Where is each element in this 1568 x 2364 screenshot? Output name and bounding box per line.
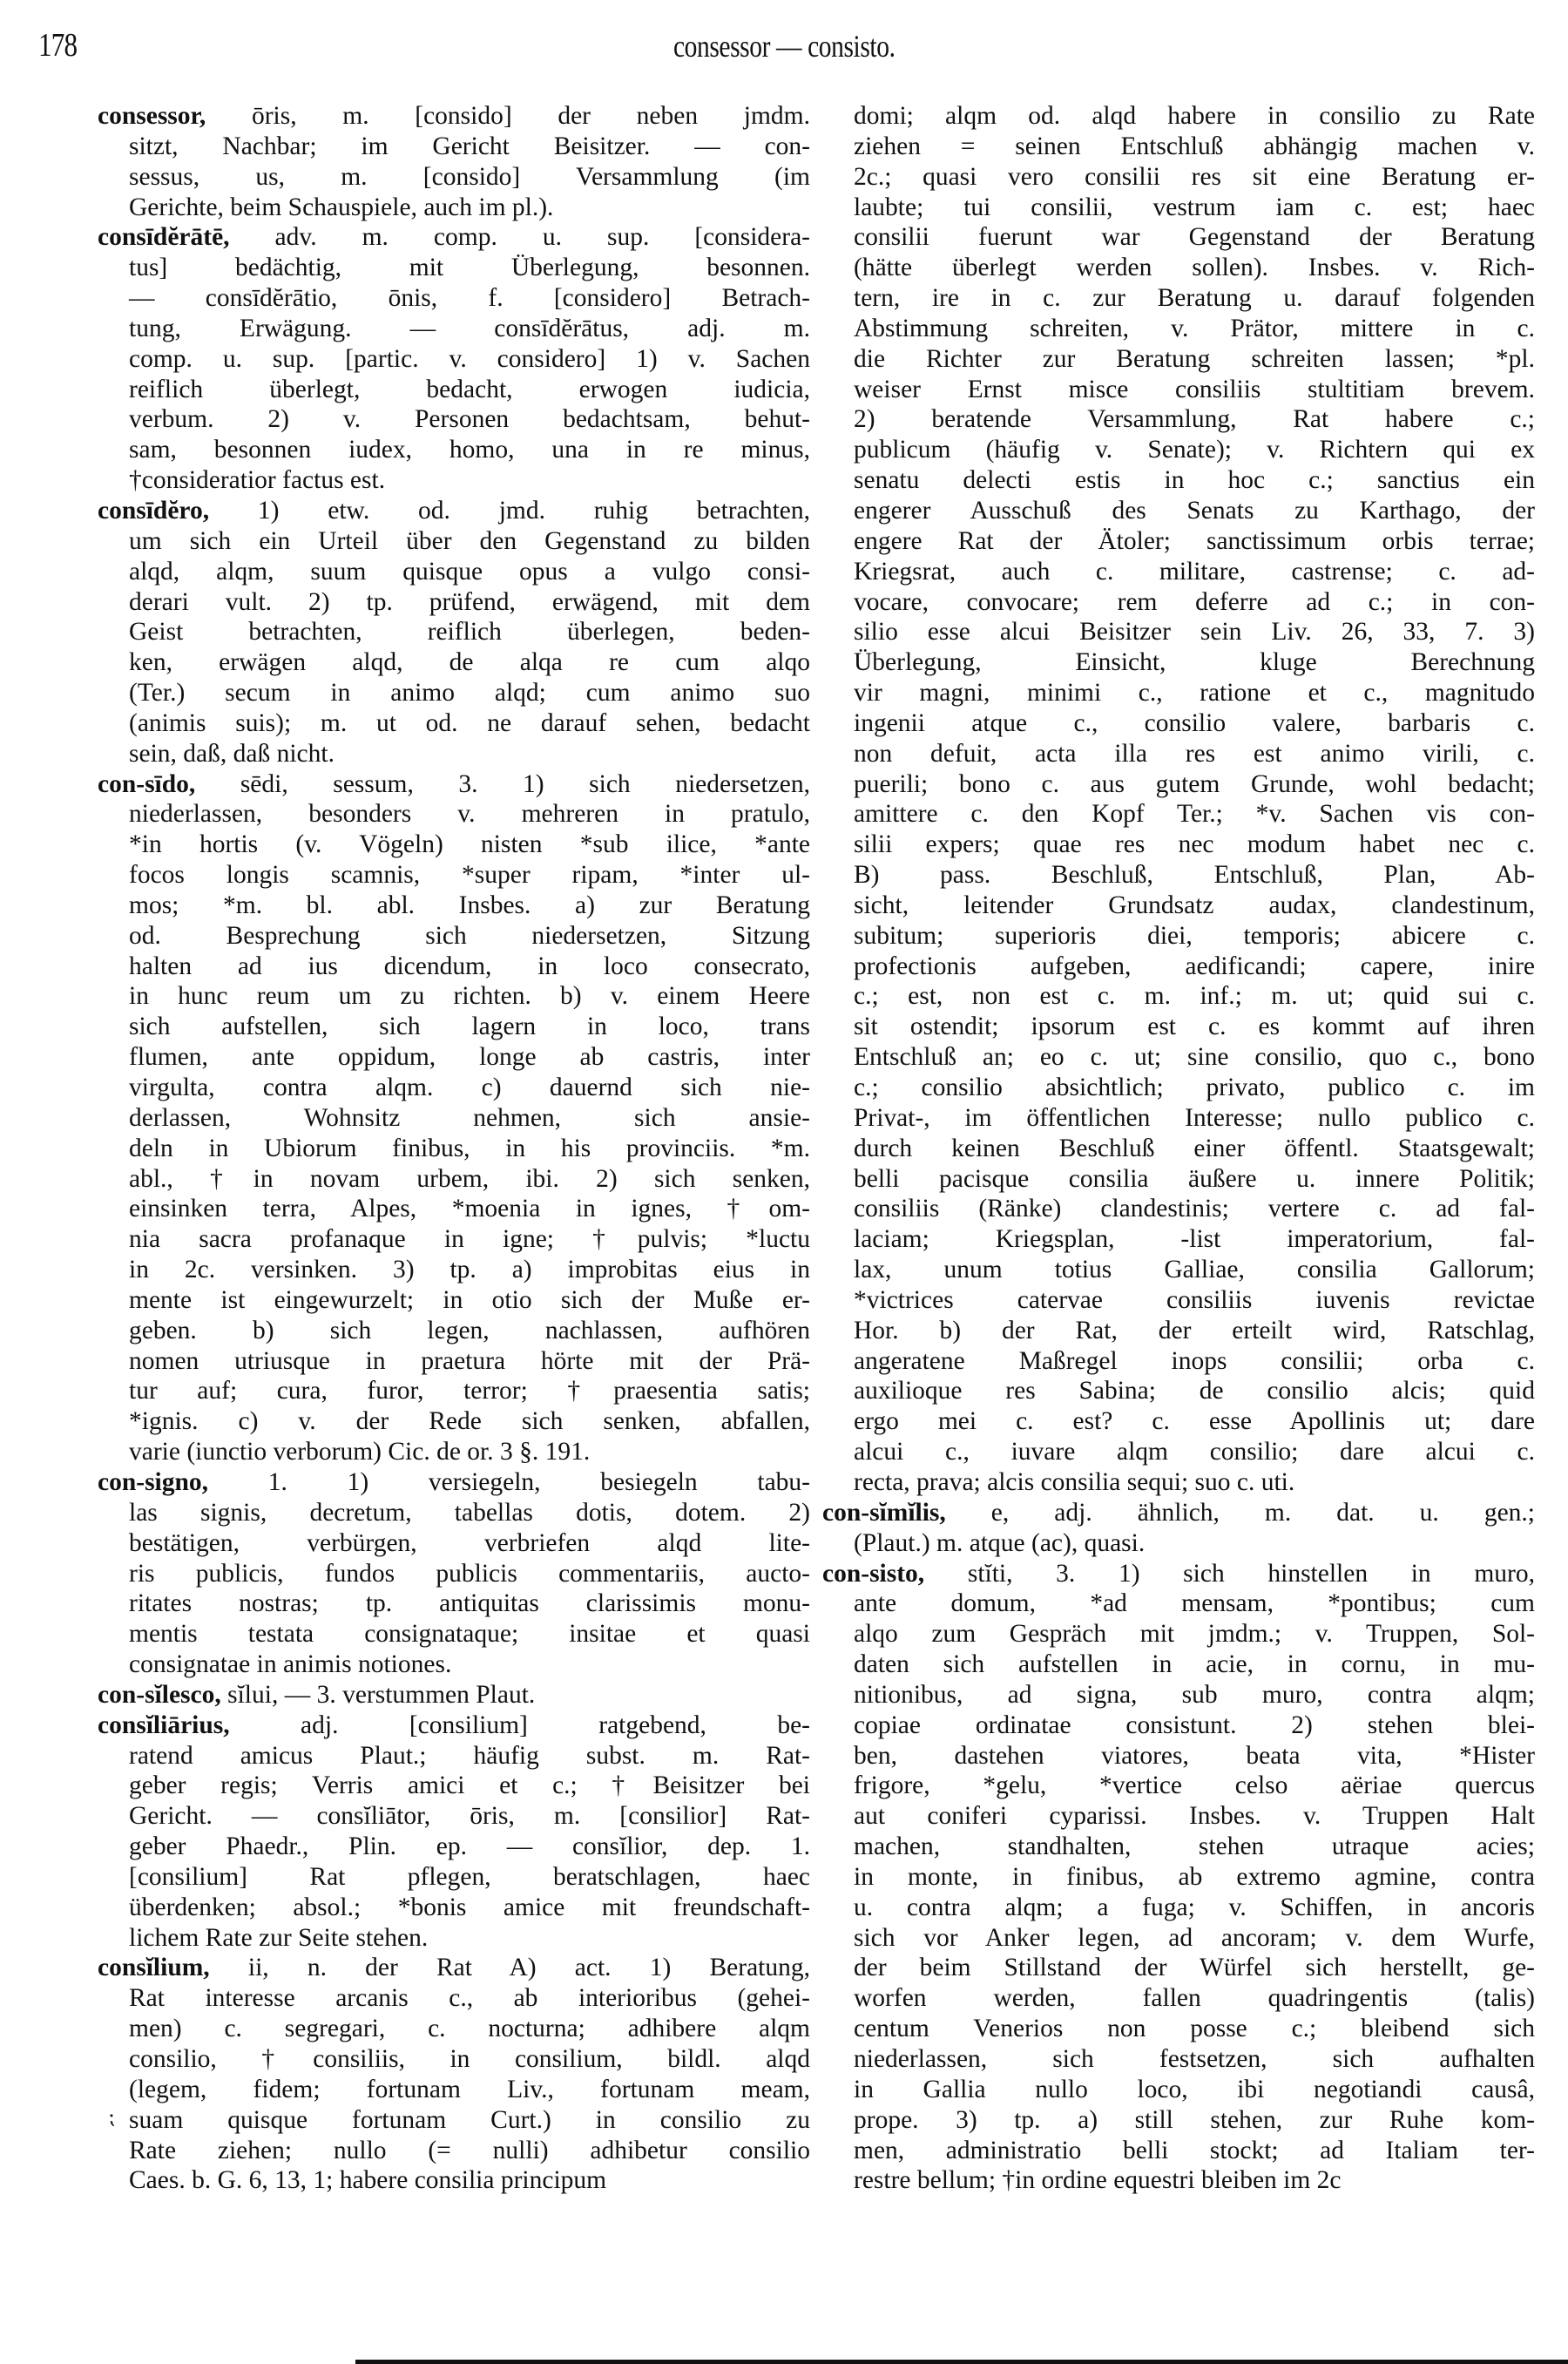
entry-text-line <box>113 1893 810 1923</box>
entry-text-line <box>838 2044 1535 2075</box>
entry-text-line <box>838 162 1535 193</box>
entry-text: consilii fuerunt war Gegenstand der Beratung <box>854 223 1535 252</box>
headword: con-sīdo, <box>98 769 196 798</box>
right-column <box>822 101 1535 2196</box>
entry-text: Rat interesse arcanis c., ab interioribus (gehei- <box>129 1984 810 2013</box>
headword: con-signo, <box>98 1467 209 1496</box>
entry-text: nia sacra profanaque in igne; †pulvis; *luctu <box>129 1225 810 1254</box>
entry-text: nitionibus, ad signa, sub muro, contra alqm; <box>854 1680 1535 1709</box>
entry-headword-line <box>98 1710 810 1741</box>
entry-text-line <box>113 1012 810 1042</box>
entry-text: ii, n. der Rat A) act. 1) Beratung, <box>209 1954 810 1982</box>
entry-text: ergo mei c. est? c. esse Apollinis ut; dare <box>854 1407 1535 1436</box>
entry-text: domi; alqm od. alqd habere in consilio zu Rate <box>854 102 1535 130</box>
entry-text: auxilioque res Sabina; de consilio alcis; quid <box>854 1377 1535 1406</box>
entry-text-line <box>838 496 1535 526</box>
entry-text-line <box>113 1346 810 1377</box>
entry-text-line <box>838 1316 1535 1346</box>
entry-text-line <box>838 1406 1535 1437</box>
entry-text: derlassen, Wohnsitz nehmen, sich ansie- <box>129 1103 810 1132</box>
entry-text-line <box>838 526 1535 557</box>
entry-text: laubte; tui consilii, vestrum iam c. est; haec <box>854 193 1535 221</box>
entry-text: consignatae in animis notiones. <box>129 1650 452 1679</box>
entry-text: in hunc reum um zu richten. b) v. einem Heere <box>129 982 810 1011</box>
entry-headword-line <box>98 769 810 800</box>
entry-text: der beim Stillstand der Würfel sich herstellt, ge- <box>854 1954 1535 1982</box>
entry-text-line <box>113 647 810 678</box>
entry-text: consilio, †consiliis, in consilium, bildl. alqd <box>129 2045 810 2073</box>
entry-text-line <box>838 222 1535 253</box>
entry-text: durch keinen Beschluß einer öffentl. Staatsgewalt; <box>854 1134 1535 1162</box>
entry-text: ben, dastehen viatores, beata vita, *Hister <box>854 1741 1535 1770</box>
entry-text: e, adj. ähnlich, m. dat. u. gen.; <box>945 1498 1535 1527</box>
entry-text: subitum; superioris diei, temporis; abicere c. <box>854 921 1535 950</box>
entry-text: belli pacisque consilia äußere u. innere Politik; <box>854 1164 1535 1193</box>
running-head <box>0 28 1568 64</box>
headword: con-sĭlesco, <box>98 1680 221 1709</box>
entry-text: angeratene Maßregel inops consilii; orba c. <box>854 1346 1535 1375</box>
entry-text-line <box>838 1134 1535 1164</box>
entry-text-line <box>113 314 810 344</box>
entry-text: Geist betrachten, reiflich überlegen, beden- <box>129 618 810 647</box>
entry-text: publicum (häufig v. Senate); v. Richtern qui ex <box>854 436 1535 464</box>
entry-text-line <box>838 1983 1535 2014</box>
entry-text: c.; consilio absichtlich; privato, publico c. im <box>854 1074 1535 1101</box>
entry-text: Hor. b) der Rat, der erteilt wird, Ratschlag, <box>854 1316 1535 1345</box>
entry-text: focos longis scamnis, *super ripam, *inter ul- <box>129 861 810 890</box>
entry-text: alqo zum Gespräch mit jmdm.; v. Truppen, Sol- <box>854 1620 1535 1649</box>
entry-text: adj. [consilium] ratgebend, be- <box>229 1710 810 1739</box>
entry-text: 2c.; quasi vero consilii res sit eine Beratung er- <box>854 162 1535 191</box>
entry-text: Privat-, im öffentlichen Interesse; nullo publico c. <box>854 1103 1535 1132</box>
entry-text: ritates nostras; tp. antiquitas clarissimis monu- <box>129 1589 810 1618</box>
entry-text-line <box>113 193 810 223</box>
entry-text-line <box>113 2014 810 2044</box>
entry-text-line <box>113 952 810 982</box>
entry-text-line <box>838 1953 1535 1983</box>
entry-text: reiflich überlegt, bedacht, erwogen iudicia, <box>129 375 810 403</box>
entry-text: nomen utriusque in praetura hörte mit der Prä- <box>129 1346 810 1375</box>
entry-text-line <box>113 375 810 405</box>
entry-text-line <box>838 830 1535 860</box>
entry-text: *victrices catervae consiliis iuvenis revictae <box>854 1285 1535 1314</box>
entry-text: Kriegsrat, auch c. militare, castrense; c. ad- <box>854 557 1535 586</box>
entry-text: Überlegung, Einsicht, kluge Berechnung <box>854 648 1535 677</box>
headword: con-sĭmĭlis, <box>822 1498 946 1527</box>
entry-text-line <box>838 617 1535 647</box>
entry-text-line <box>113 1073 810 1103</box>
entry-text-line <box>838 1255 1535 1285</box>
entry-text: 2) beratende Versammlung, Rat habere c.; <box>854 405 1535 434</box>
entry-text: derari vult. 2) tp. prüfend, erwägend, mit dem <box>129 587 810 616</box>
entry-text-line <box>838 587 1535 618</box>
entry-text-line <box>113 678 810 708</box>
entry-text-line <box>113 1406 810 1437</box>
entry-text-line <box>838 557 1535 587</box>
entry-text-line <box>113 1316 810 1346</box>
footer-rule <box>355 2360 1568 2364</box>
entry-text-line <box>113 860 810 891</box>
entry-text: 1. 1) versiegeln, besiegeln tabu- <box>208 1467 810 1496</box>
entry-text: lax, unum totius Galliae, consilia Gallorum; <box>854 1256 1535 1284</box>
running-head-text: consessor — consisto. <box>672 29 896 64</box>
entry-headword-line <box>98 1953 810 1983</box>
entry-text-line <box>838 1346 1535 1377</box>
entry-text: suam quisque fortunam Curt.) in consilio zu <box>129 2105 810 2134</box>
entry-text-line <box>113 1376 810 1406</box>
entry-text: sich vor Anker legen, ad ancoram; v. dem Wurfe, <box>854 1923 1535 1952</box>
entry-text: B) pass. Beschluß, Entschluß, Plan, Ab- <box>854 861 1535 890</box>
entry-text-line <box>113 1134 810 1164</box>
entry-text: Caes. b. G. 6, 13, 1; habere consilia principum <box>129 2166 607 2195</box>
entry-text: überdenken; absol.; *bonis amice mit freundschaft- <box>129 1893 810 1921</box>
headword: consessor, <box>98 102 206 130</box>
entry-text-line <box>838 344 1535 375</box>
entry-text: amittere c. den Kopf Ter.; *v. Sachen vis con- <box>854 800 1535 829</box>
entry-text-line <box>838 860 1535 891</box>
entry-text-line <box>113 253 810 283</box>
entry-text-line <box>838 1771 1535 1801</box>
entry-text: copiae ordinatae consistunt. 2) stehen blei- <box>854 1710 1535 1739</box>
margin-mark: ⁏ <box>108 2106 116 2129</box>
entry-text-line <box>838 708 1535 739</box>
headword: consīdĕro, <box>98 496 210 525</box>
page-header <box>0 26 1568 70</box>
entry-text: vir magni, minimi c., ratione et c., magnitudo <box>854 679 1535 708</box>
entry-text: ingenii atque c., consilio valere, barbaris c. <box>854 708 1535 737</box>
entry-text-line <box>113 435 810 465</box>
entry-headword-line <box>98 222 810 253</box>
entry-text-line <box>113 1559 810 1589</box>
entry-text-line <box>838 1649 1535 1680</box>
entry-text: Rate ziehen; nullo (= nulli) adhibetur consilio <box>129 2136 810 2164</box>
entry-text-line <box>113 1832 810 1862</box>
entry-text: tus] bedächtig, mit Überlegung, besonnen. <box>129 254 810 282</box>
entry-text-line <box>113 2165 810 2196</box>
left-column <box>98 101 810 2196</box>
entry-text: vocare, convocare; rem deferre ad c.; in con- <box>854 587 1535 616</box>
entry-text-line <box>113 557 810 587</box>
entry-text: niederlassen, sich festsetzen, sich aufhalten <box>854 2045 1535 2073</box>
headword: con-sisto, <box>822 1559 925 1588</box>
headword: consĭliārius, <box>98 1710 230 1739</box>
entry-text: engerer Ausschuß des Senats zu Karthago, der <box>854 496 1535 525</box>
entry-text: virgulta, contra alqm. c) dauernd sich nie- <box>129 1074 810 1101</box>
entry-text: silio esse alcui Beisitzer sein Liv. 26, 33, 7. 3) <box>854 618 1535 647</box>
entry-text: Abstimmung schreiten, v. Prätor, mittere in c. <box>854 314 1535 342</box>
entry-text-line <box>113 1103 810 1134</box>
entry-text-line <box>113 981 810 1012</box>
entry-text-line <box>838 739 1535 769</box>
entry-text-line <box>113 1588 810 1619</box>
entry-text: profectionis aufgeben, aedificandi; capere, inire <box>854 952 1535 980</box>
entry-text: sich aufstellen, sich lagern in loco, trans <box>129 1013 810 1041</box>
entry-text: ziehen = seinen Entschluß abhängig machen v. <box>854 132 1535 160</box>
entry-text-line <box>113 1649 810 1680</box>
entry-text: worfen werden, fallen quadringentis (talis) <box>854 1984 1535 2013</box>
entry-text-line <box>113 1194 810 1224</box>
entry-text: puerili; bono c. aus gutem Grunde, wohl bedacht; <box>854 769 1535 798</box>
entry-text-line <box>113 1983 810 2014</box>
entry-text-line <box>838 1893 1535 1923</box>
entry-text-line <box>113 708 810 739</box>
entry-text-line <box>838 193 1535 223</box>
page-number: 178 <box>38 27 78 64</box>
entry-text-line <box>838 678 1535 708</box>
entry-text-line <box>113 1771 810 1801</box>
entry-text-line <box>838 1224 1535 1255</box>
entry-text: [consilium] Rat pflegen, beratschlagen, haec <box>129 1862 810 1891</box>
entry-text-line <box>838 132 1535 162</box>
entry-text-line <box>838 404 1535 435</box>
entry-text: u. contra alqm; a fuga; v. Schiffen, in ancoris <box>854 1893 1535 1921</box>
entry-text-line <box>838 799 1535 830</box>
entry-text: stĭti, 3. 1) sich hinstellen in muro, <box>924 1559 1535 1588</box>
entry-text-line <box>113 1437 810 1467</box>
entry-text-line <box>113 1164 810 1195</box>
entry-text: 1) etw. od. jmd. ruhig betrachten, <box>209 496 810 525</box>
entry-text-line <box>838 1437 1535 1467</box>
entry-text-line <box>838 1042 1535 1073</box>
entry-text: recta, prava; alcis consilia sequi; suo c. uti. <box>854 1467 1295 1496</box>
entry-text: deln in Ubiorum finibus, in his provinciis. *m. <box>129 1134 810 1162</box>
entry-text: sēdi, sessum, 3. 1) sich niedersetzen, <box>195 769 810 798</box>
entry-text-line <box>113 739 810 769</box>
entry-text-line <box>838 1103 1535 1134</box>
entry-text-line <box>838 1073 1535 1103</box>
entry-text: adv. m. comp. u. sup. [considera- <box>229 223 810 252</box>
entry-text-line <box>838 2014 1535 2044</box>
entry-text-line <box>113 1528 810 1559</box>
entry-text: engere Rat der Ätoler; sanctissimum orbis terrae; <box>854 526 1535 555</box>
entry-text: tern, ire in c. zur Beratung u. darauf folgenden <box>854 284 1535 313</box>
entry-text: c.; est, non est c. m. inf.; m. ut; quid sui c. <box>854 982 1535 1011</box>
entry-text: ris publicis, fundos publicis commentariis, aucto- <box>129 1559 810 1588</box>
entry-text-line <box>838 952 1535 982</box>
entry-text-line <box>838 283 1535 314</box>
entry-text: las signis, decretum, tabellas dotis, dotem. 2) <box>129 1498 810 1527</box>
entry-text: die Richter zur Beratung schreiten lassen; *pl. <box>854 344 1535 373</box>
entry-text-line <box>838 1467 1535 1498</box>
entry-text-line <box>838 1285 1535 1316</box>
entry-text-line <box>838 1923 1535 1954</box>
entry-text: verbum. 2) v. Personen bedachtsam, behut- <box>129 405 810 434</box>
entry-text: halten ad ius dicendum, in loco consecrato, <box>129 952 810 980</box>
entry-text: non defuit, acta illa res est animo virili, c. <box>854 739 1535 768</box>
entry-text-line <box>113 2044 810 2075</box>
entry-text-line <box>838 1710 1535 1741</box>
entry-headword-line <box>98 101 810 132</box>
entry-text: centum Venerios non posse c.; bleibend sich <box>854 2015 1535 2043</box>
entry-text: aut coniferi cyparissi. Insbes. v. Truppen Halt <box>854 1802 1535 1831</box>
entry-text-line <box>838 1194 1535 1224</box>
entry-text-line <box>838 1619 1535 1649</box>
entry-text-line <box>113 891 810 921</box>
entry-text-line <box>113 1224 810 1255</box>
entry-text: flumen, ante oppidum, longe ab castris, inter <box>129 1043 810 1072</box>
entry-text: men, administratio belli stockt; ad Italiam ter- <box>854 2136 1535 2164</box>
entry-text-line <box>113 587 810 618</box>
entry-text-line <box>838 435 1535 465</box>
entry-text: abl., †in novam urbem, ibi. 2) sich senken, <box>129 1164 810 1193</box>
entry-text-line <box>113 1862 810 1893</box>
entry-text-line <box>838 253 1535 283</box>
entry-text: consiliis (Ränke) clandestinis; vertere c. ad fal- <box>854 1195 1535 1223</box>
entry-text: ratend amicus Plaut.; häufig subst. m. Rat- <box>129 1741 810 1770</box>
entry-text-line <box>113 132 810 162</box>
entry-text-line <box>113 465 810 496</box>
entry-text: weiser Ernst misce consiliis stultitiam brevem. <box>854 375 1535 403</box>
entry-text-line <box>838 2105 1535 2136</box>
entry-text-line <box>838 314 1535 344</box>
entry-text: *ignis. c) v. der Rede sich senken, abfallen, <box>129 1407 810 1436</box>
entry-text-line <box>113 283 810 314</box>
entry-text: niederlassen, besonders v. mehreren in pratulo, <box>129 800 810 829</box>
entry-text: sein, daß, daß nicht. <box>129 739 335 768</box>
entry-text-line <box>838 1832 1535 1862</box>
entry-text-line <box>113 2075 810 2105</box>
entry-text-line <box>838 1680 1535 1710</box>
entry-text: restre bellum; †in ordine equestri bleiben im 2c <box>854 2166 1342 2195</box>
entry-text-line <box>113 162 810 193</box>
entry-text-line <box>838 2075 1535 2105</box>
entry-text: geber Phaedr., Plin. ep. — consĭlior, dep. 1. <box>129 1832 810 1861</box>
entry-text: bestätigen, verbürgen, verbriefen alqd lite- <box>129 1528 810 1557</box>
entry-text: sessus, us, m. [consido] Versammlung (im <box>129 162 810 191</box>
entry-text-line <box>838 465 1535 496</box>
entry-text: od. Besprechung sich niedersetzen, Sitzung <box>129 921 810 950</box>
entry-text: alqd, alqm, suum quisque opus a vulgo consi- <box>129 557 810 586</box>
entry-text: geben. b) sich legen, nachlassen, aufhören <box>129 1316 810 1345</box>
entry-text: (Ter.) secum in animo alqd; cum animo suo <box>129 679 810 708</box>
entry-text-line <box>113 1498 810 1528</box>
headword: consĭlium, <box>98 1954 210 1982</box>
entry-text-line <box>113 344 810 375</box>
entry-text: ken, erwägen alqd, de alqa re cum alqo <box>129 648 810 677</box>
entry-text-line <box>113 526 810 557</box>
entry-text: *in hortis (v. Vögeln) nisten *sub ilice, *ante <box>129 830 810 859</box>
entry-text-line <box>838 1012 1535 1042</box>
entry-text-line <box>838 769 1535 800</box>
entry-text: sĭlui, — 3. verstummen Plaut. <box>220 1680 536 1709</box>
entry-text-line <box>838 981 1535 1012</box>
entry-headword-line <box>98 1680 810 1710</box>
entry-text: sit ostendit; ipsorum est c. es kommt auf ihren <box>854 1013 1535 1041</box>
entry-text: (legem, fidem; fortunam Liv., fortunam meam, <box>129 2075 810 2103</box>
entry-text-line <box>113 799 810 830</box>
entry-text-line <box>113 617 810 647</box>
entry-text: tung, Erwägung. — consīdĕrātus, adj. m. <box>129 314 810 342</box>
entry-text-line <box>113 1619 810 1649</box>
entry-text-line <box>113 2136 810 2166</box>
entry-text-line <box>113 1923 810 1954</box>
entry-text: mos; *m. bl. abl. Insbes. a) zur Beratung <box>129 891 810 919</box>
entry-text-line <box>838 921 1535 952</box>
entry-text: comp. u. sup. [partic. v. considero] 1) v. Sachen <box>129 344 810 373</box>
entry-text-line <box>838 101 1535 132</box>
entry-text-line <box>838 1862 1535 1893</box>
entry-text: in monte, in finibus, ab extremo agmine, contra <box>854 1862 1535 1891</box>
entry-text: geber regis; Verris amici et c.; †Beisitzer bei <box>129 1771 810 1800</box>
entry-headword-line <box>822 1498 1535 1528</box>
entry-headword-line <box>98 1467 810 1498</box>
entry-text: machen, standhalten, stehen utraque acies; <box>854 1832 1535 1861</box>
entry-text: in 2c. versinken. 3) tp. a) improbitas eius in <box>129 1256 810 1284</box>
entry-text: ante domum, *ad mensam, *pontibus; cum <box>854 1589 1535 1618</box>
entry-text: laciam; Kriegsplan, -list imperatorium, fal- <box>854 1225 1535 1254</box>
entry-text: prope. 3) tp. a) still stehen, zur Ruhe kom- <box>854 2105 1535 2134</box>
entry-text-line <box>838 1376 1535 1406</box>
entry-text: frigore, *gelu, *vertice celso aëriae quercus <box>854 1771 1535 1800</box>
entry-text-line <box>113 1042 810 1073</box>
entry-text-line <box>113 1801 810 1832</box>
entry-text: daten sich aufstellen in acie, in cornu, in mu- <box>854 1650 1535 1679</box>
entry-text-line <box>113 404 810 435</box>
entry-text: varie (iunctio verborum) Cic. de or. 3 §. 191. <box>129 1438 591 1466</box>
entry-headword-line <box>98 496 810 526</box>
entry-text: mente ist eingewurzelt; in otio sich der Muße er- <box>129 1285 810 1314</box>
entry-text: silii expers; quae res nec modum habet nec c. <box>854 830 1535 859</box>
entry-text: sam, besonnen iudex, homo, una in re minus, <box>129 436 810 464</box>
entry-text: sitzt, Nachbar; im Gericht Beisitzer. — con- <box>129 132 810 160</box>
entry-text: (hätte überlegt werden sollen). Insbes. v. Rich- <box>854 254 1535 282</box>
entry-text: (animis suis); m. ut od. ne darauf sehen, bedacht <box>129 708 810 737</box>
entry-text: Entschluß an; eo c. ut; sine consilio, quo c., bono <box>854 1043 1535 1072</box>
entry-text: tur auf; cura, furor, terror; †praesentia satis; <box>129 1377 810 1406</box>
entry-text-line <box>838 375 1535 405</box>
entry-text: — consīdĕrātio, ōnis, f. [considero] Betrach- <box>129 284 810 313</box>
entry-text-line <box>113 1285 810 1316</box>
entry-text-line <box>838 2136 1535 2166</box>
entry-text-line <box>113 1741 810 1771</box>
entry-text-line <box>838 1164 1535 1195</box>
entry-text-line <box>113 2105 810 2136</box>
headword: consīdĕrātē, <box>98 223 230 252</box>
entry-text-line <box>838 647 1535 678</box>
entry-text: †consideratior factus est. <box>129 466 386 495</box>
entry-text-line <box>113 921 810 952</box>
entry-text: alcui c., iuvare alqm consilio; dare alcui c. <box>854 1438 1535 1466</box>
entry-text: mentis testata consignataque; insitae et quasi <box>129 1620 810 1649</box>
entry-text-line <box>113 1255 810 1285</box>
entry-text: Gerichte, beim Schauspiele, auch im pl.). <box>129 193 554 221</box>
entry-text-line <box>838 1528 1535 1559</box>
entry-text: sicht, leitender Grundsatz audax, clandestinum, <box>854 891 1535 919</box>
entry-text-line <box>838 1588 1535 1619</box>
entry-text: in Gallia nullo loco, ibi negotiandi causâ, <box>854 2075 1535 2103</box>
entry-text-line <box>838 891 1535 921</box>
entry-text-line <box>113 830 810 860</box>
entry-text: Gericht. — consĭliātor, ōris, m. [consilior] Rat- <box>129 1802 810 1831</box>
entry-text: lichem Rate zur Seite stehen. <box>129 1923 429 1952</box>
entry-text: ōris, m. [consido] der neben jmdm. <box>206 102 810 130</box>
entry-headword-line <box>822 1559 1535 1589</box>
entry-text: (Plaut.) m. atque (ac), quasi. <box>854 1528 1146 1557</box>
entry-text-line <box>838 1801 1535 1832</box>
entry-text-line <box>838 2165 1535 2196</box>
entry-text: men) c. segregari, c. nocturna; adhibere alqm <box>129 2015 810 2043</box>
entry-text: einsinken terra, Alpes, *moenia in ignes, †om- <box>129 1195 810 1223</box>
entry-text-line <box>838 1741 1535 1771</box>
entry-text: senatu delecti estis in hoc c.; sanctius ein <box>854 466 1535 495</box>
entry-text: um sich ein Urteil über den Gegenstand zu bilden <box>129 526 810 555</box>
